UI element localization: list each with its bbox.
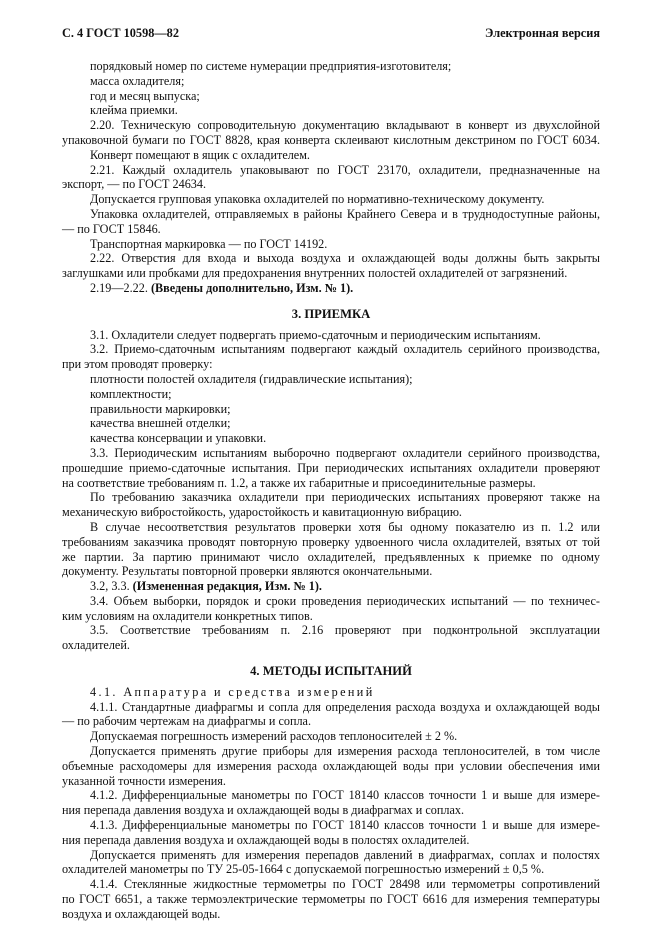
clause-2-21-line: 2.21. Каждый охладитель упаковывают по ГОСТ 23170, охладители, предназначенные на: [90, 162, 600, 177]
marking-item: год и месяц выпуска;: [90, 88, 200, 103]
check-item: качества консервации и упаковки.: [90, 431, 267, 446]
clause-3-3c-line: документу. Результаты повторной проверки являются окончательными.: [62, 564, 433, 579]
clause-2-20-line: упаковочной бумаги по ГОСТ 8828, края конверта склеивают кислотным декстрином по ГОСТ 6034.: [62, 132, 600, 147]
clause-3-3-line: 3.3. Периодическим испытаниям выборочно подвергают охладители серийного производства,: [90, 445, 600, 460]
clause-4-1-1-line: — по рабочим чертежам на диафрагмы и сопла.: [62, 714, 312, 729]
document-page: [62, 26, 600, 922]
clause-2-20-line: 2.20. Техническую сопроводительную документацию вкладывают в конверт из двухслойной: [90, 118, 600, 133]
check-item: комплектности;: [90, 386, 172, 401]
clause-4-1-2-line: 4.1.2. Дифференциальные манометры по ГОСТ 18140 классов точности 1 и выше для измере-: [90, 788, 600, 803]
document-body: [62, 59, 600, 922]
clause-4-1-3b-line: Допускается применять для измерения перепадов давлений в диафрагмах, соплах и полостях: [90, 847, 600, 862]
clause-2-21-line: Упаковка охладителей, отправляемых в районы Крайнего Севера и в труднодоступные районы,: [90, 206, 600, 221]
clause-4-1-4-line: по ГОСТ 6651, а также термоэлектрические термометры по ГОСТ 6616 для измерения температуры: [62, 892, 600, 907]
marking-item: клейма приемки.: [90, 103, 178, 118]
header-standard-ref: С. 4 ГОСТ 10598—82: [62, 26, 179, 40]
clause-3-4-line: 3.4. Объем выборки, порядок и сроки проведения периодических испытаний — по техничес-: [90, 593, 600, 608]
clause-2-21-line: — по ГОСТ 15846.: [62, 221, 161, 236]
clause-4-1-1-line: 4.1.1. Стандартные диафрагмы и сопла для определения расхода воздуха и охлаждающей воды: [90, 699, 600, 714]
clause-4-1-1c-line: Допускается применять другие приборы для измерения расхода теплоносителей, в том числе: [90, 744, 600, 759]
clause-4-1-4-line: воздуха и охлаждающей воды.: [62, 906, 221, 921]
clause-4-1-3-line: 4.1.3. Дифференциальные манометры по ГОСТ 18140 классов точности 1 и выше для измере-: [90, 818, 600, 833]
clause-4-1-1c-line: указанной точности измерения.: [62, 773, 226, 788]
amendment-note: [62, 281, 600, 296]
page-header: [62, 26, 600, 41]
amendment-note-text: (Введены дополнительно, Изм. № 1).: [150, 280, 354, 295]
clause-3-3c-line: же партии. За партию принимают число охладителей, предъявленных к приемке по одному: [62, 549, 600, 564]
clause-4-1-3b-line: охладителей манометры по ТУ 25-05-1664 с допускаемой погрешностью измерений ± 0,5 %.: [62, 862, 545, 877]
clause-4-1-4-line: 4.1.4. Стеклянные жидкостные термометры по ГОСТ 28498 или термометры сопротивлений: [90, 877, 600, 892]
check-item: правильности маркировки;: [90, 401, 231, 416]
clause-2-21-line: экспорт, — по ГОСТ 24634.: [62, 177, 207, 192]
section-4-title: 4. МЕТОДЫ ИСПЫТАНИЙ: [250, 664, 412, 679]
clause-3-4-line: ким условиям на охладители конкретных типов.: [62, 608, 313, 623]
clause-3-3-line: на соответствие требованиям п. 1.2, а также их габаритные и присоединительные размеры.: [62, 475, 536, 490]
clause-3-3-line: прошедшие приемо-сдаточные испытания. При периодических испытаниях охладители проверяют: [62, 460, 600, 475]
amendment-note-text: (Измененная редакция, Изм. № 1).: [132, 579, 322, 594]
amendment-note-prefix: 2.19—2.22.: [90, 280, 148, 295]
check-item: плотности полостей охладителя (гидравлические испытания);: [90, 371, 413, 386]
clause-2-22-line: заглушками или пробками для предохранения внутренних полостей охладителей от загрязнений.: [62, 266, 568, 281]
clause-3-3b-line: По требованию заказчика охладители при периодических испытаниях проверяют также на: [90, 490, 600, 505]
clause-3-5: 3.5. Соответствие требованиям п. 2.16 проверяют при подконтрольной эксплуатации охладителей.: [62, 623, 600, 653]
clause-2-21-line: Допускается групповая упаковка охладителей по нормативно-техническому документу.: [90, 192, 545, 207]
clause-4-1-1b: Допускаемая погрешность измерений расходов теплоносителей ± 2 %.: [90, 729, 458, 744]
check-item: качества внешней отделки;: [90, 416, 231, 431]
clause-3-3b-line: механическую вибростойкость, ударостойкость и кавитационную вибрацию.: [62, 505, 462, 520]
clause-2-22-line: 2.22. Отверстия для входа и выхода воздуха и охлаждающей воды должны быть закрыты: [90, 251, 600, 266]
clause-4-1-1c-line: объемные расходомеры для измерения расхода охлаждающей воды при условии обеспечения ими: [62, 758, 600, 773]
header-edition-label: Электронная версия: [485, 26, 600, 40]
clause-3-2-line: при этом проводят проверку:: [62, 357, 213, 372]
clause-4-1-3-line: ния перепада давления воздуха и охлаждающей воды в полостях охладителей.: [62, 832, 470, 847]
clause-3-3c-line: В случае несоответствия результатов проверки хотя бы одному показателю из п. 1.2 или: [90, 519, 600, 534]
clause-2-21-line: Транспортная маркировка — по ГОСТ 14192.: [90, 236, 328, 251]
clause-3-3c-line: требованиям заказчика проводят повторную проверку удвоенного числа охладителей, взятых от той: [62, 534, 600, 549]
clause-4-1-2-line: ния перепада давления воздуха и охлаждающей воды в диафрагмах и соплах.: [62, 803, 465, 818]
marking-item: масса охладителя;: [90, 73, 185, 88]
amendment-note: [62, 579, 600, 594]
clause-3-2-line: 3.2. Приемо-сдаточным испытаниям подвергают каждый охладитель серийного производства,: [90, 342, 600, 357]
clause-3-1: 3.1. Охладители следует подвергать приемо-сдаточным и периодическим испытаниям.: [90, 327, 541, 342]
amendment-note-prefix: 3.2, 3.3.: [90, 579, 130, 594]
clause-2-20-line: Конверт помещают в ящик с охладителем.: [90, 147, 310, 162]
section-3-title: 3. ПРИЕМКА: [291, 306, 371, 321]
marking-item: порядковый номер по системе нумерации предприятия-изготовителя;: [90, 59, 452, 73]
subsection-4-1-title: 4.1. Аппаратура и средства измерений: [90, 684, 375, 699]
